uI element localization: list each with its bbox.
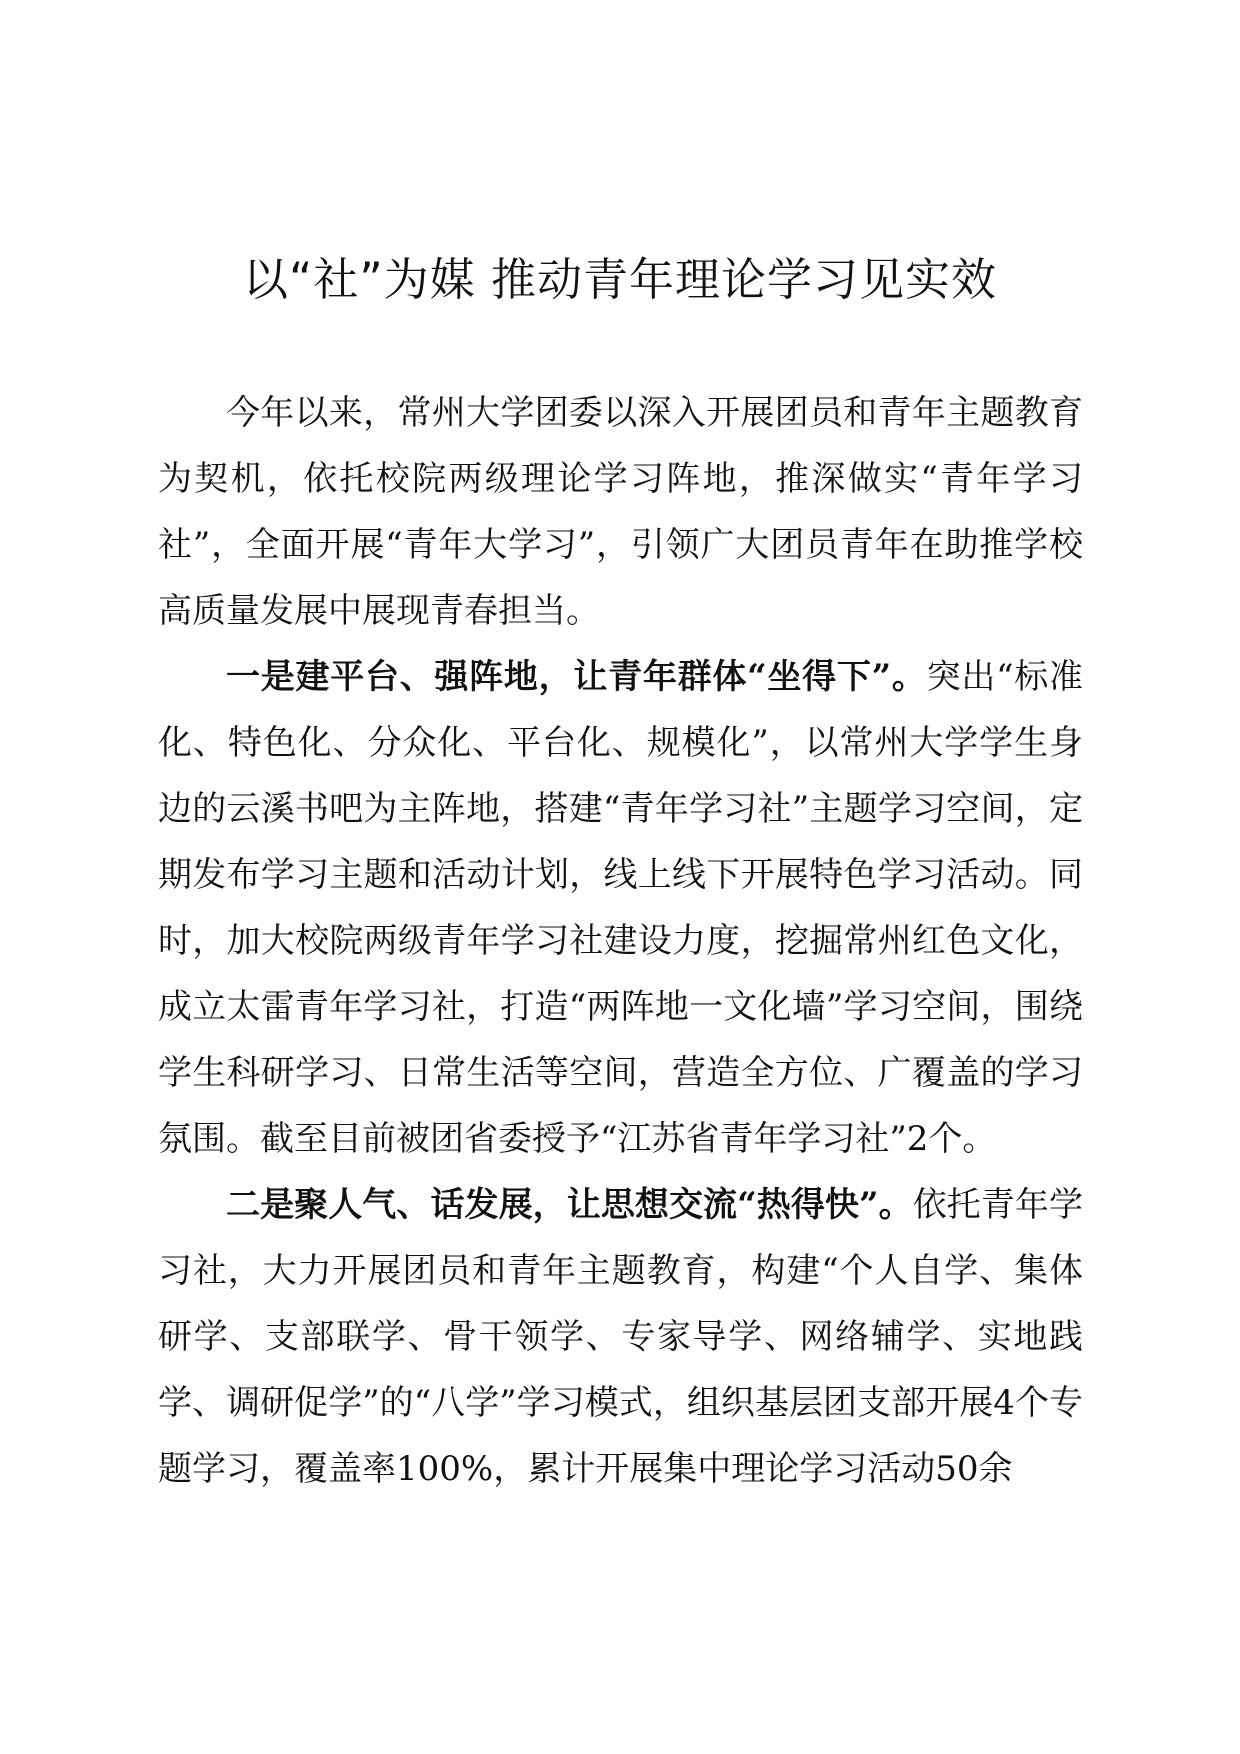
paragraph-lead: 一是建平台、强阵地，让青年群体“坐得下”。 (226, 657, 927, 697)
paragraph-point-two (158, 1172, 1083, 1502)
paragraph-intro (158, 380, 1083, 644)
paragraph-text: 今年以来，常州大学团委以深入开展团员和青年主题教育为契机，依托校院两级理论学习阵地，推深做实“青年学习社”，全面开展“青年大学习”，引领广大团员青年在助推学校高质量发展中展现青春担当。 (158, 393, 1083, 631)
paragraph-lead: 二是聚人气、话发展，让思想交流“热得快”。 (226, 1185, 913, 1225)
paragraph-point-one (158, 644, 1083, 1172)
paragraph-text: 突出“标准化、特色化、分众化、平台化、规模化”，以常州大学学生身边的云溪书吧为主阵地，搭建“青年学习社”主题学习空间，定期发布学习主题和活动计划，线上线下开展特色学习活动。同时，加大校院两级青年学习社建设力度，挖掘常州红色文化，成立太雷青年学习社，打造“两阵地一文化墙”学习空间，围绕学生科研学习、日常生活等空间，营造全方位、广覆盖的学习氛围。截至目前被团省委授予“江苏省青年学习社”2个。 (158, 657, 1083, 1159)
document-title: 以“社”为媒 推动青年理论学习见实效 (243, 253, 997, 306)
document-body (158, 380, 1083, 1502)
paragraph-text: 依托青年学习社，大力开展团员和青年主题教育，构建“个人自学、集体研学、支部联学、骨干领学、专家导学、网络辅学、实地践学、调研促学”的“八学”学习模式，组织基层团支部开展4个专题学习，覆盖率100%，累计开展集中理论学习活动50余 (158, 1185, 1083, 1489)
